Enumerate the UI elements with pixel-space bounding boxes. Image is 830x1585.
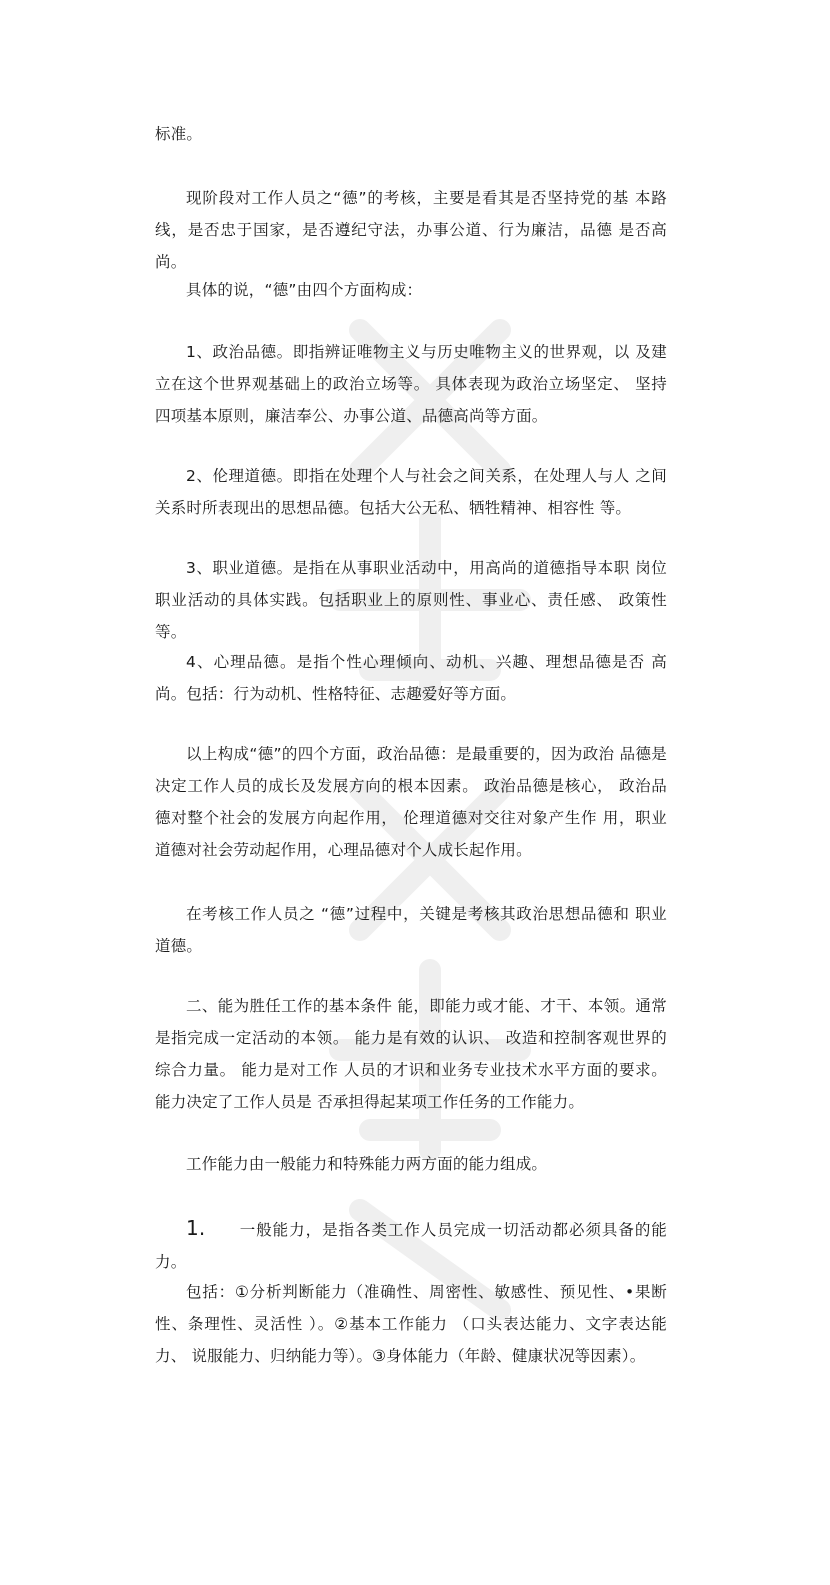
paragraph-de-summary: 以上构成“德”的四个方面，政治品德：是最重要的，因为政治 品德是决定工作人员的成长及发展方向的根本因素。 政治品德是核心， 政治品德对整个社会的发展方向起作用， 伦理道德对交往对象产生作 用，职业道德对社会劳动起作用，心理品德对个人成长起作用。: [155, 745, 667, 859]
paragraph-professional-ethics: 3、职业道德。是指在从事职业活动中，用高尚的道德指导本职 岗位职业活动的具体实践。包括职业上的原则性、事业心、责任感、 政策性等。: [155, 559, 667, 641]
paragraph-political-morality: 1、政治品德。即指辨证唯物主义与历史唯物主义的世界观，以 及建立在这个世界观基础上的政治立场等。 具体表现为政治立场坚定、 坚持四项基本原则，廉洁奉公、办事公道、品德高尚等方面。: [155, 343, 667, 425]
paragraph-ability: 二、能为胜任工作的基本条件 能，即能力或才能、才干、本领。通常是指完成一定活动的本领。 能力是有效的认识、 改造和控制客观世界的综合力量。 能力是对工作 人员的才识和业务专业技术水平方面的要求。 能力决定了工作人员是 否承担得起某项工作任务的工作能力。: [155, 997, 667, 1111]
paragraph-ability-composition: 工作能力由一般能力和特殊能力两方面的能力组成。: [186, 1155, 548, 1173]
paragraph-de-assessment: 现阶段对工作人员之“德”的考核，主要是看其是否坚持党的基 本路线，是否忠于国家，是否遵纪守法，办事公道、行为廉洁，品德 是否高尚。: [155, 189, 667, 271]
paragraph-key-assessment: 在考核工作人员之 “德”过程中，关键是考核其政治思想品德和 职业道德。: [155, 905, 667, 955]
paragraph-ethics: 2、伦理道德。即指在处理个人与社会之间关系，在处理人与人 之间关系时所表现出的思想品德。包括大公无私、牺牲精神、相容性 等。: [155, 467, 667, 517]
list-number: 1.: [186, 1216, 206, 1240]
paragraph-de-composition: 具体的说，“德”由四个方面构成：: [186, 281, 423, 299]
list-item-text: 一般能力，是指各类工作人员完成一切活动都必须具备的能力。: [155, 1221, 667, 1271]
list-item-general-ability: [155, 1212, 667, 1278]
paragraph-psychological-morality: 4、心理品德。是指个性心理倾向、动机、兴趣、理想品德是否 高尚。包括：行为动机、性格特征、志趣爱好等方面。: [155, 653, 667, 703]
paragraph-standard: 标准。: [155, 125, 203, 143]
paragraph-ability-details: 包括：①分析判断能力（准确性、周密性、敏感性、预见性、•果断性、条理性、灵活性 ）。②基本工作能力 （口头表达能力、文字表达能力、 说服能力、归纳能力等）。③身体能力（年龄、健康状况等因素）。: [155, 1283, 667, 1365]
